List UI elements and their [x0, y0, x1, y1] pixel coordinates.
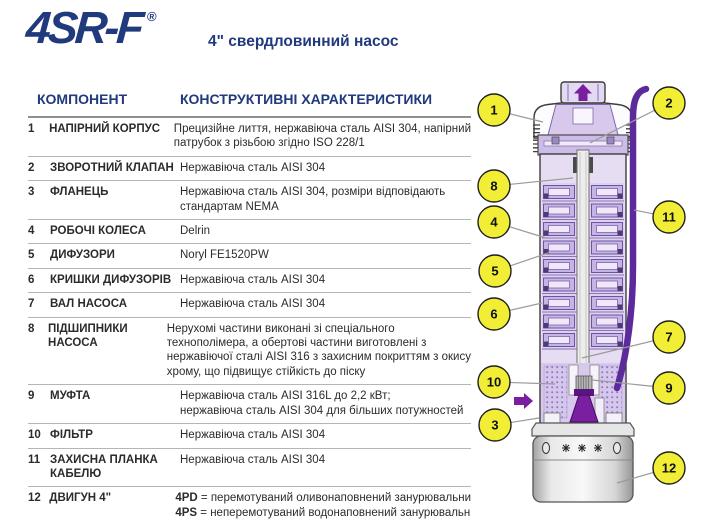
column-header-component: КОМПОНЕНТ [37, 91, 128, 107]
component-name: МУФТА [50, 390, 91, 403]
svg-text:3: 3 [491, 417, 499, 433]
callout-5 [479, 253, 548, 287]
component-row [28, 293, 471, 317]
component-row [28, 157, 471, 181]
component-number: 8 [28, 322, 35, 335]
component-row [28, 385, 471, 424]
spec-line: нержавіючої сталі AISI 316 з захисним покриттям з окису [166, 351, 471, 364]
components-table [28, 86, 471, 525]
component-number: 4 [28, 225, 35, 238]
spec-line: Noryl FE1520PW [180, 249, 269, 262]
pump-body-art [514, 82, 646, 502]
component-number: 12 [28, 492, 41, 505]
svg-text:5: 5 [491, 263, 499, 279]
inlet-arrow-icon [514, 393, 533, 409]
component-spec [180, 273, 471, 287]
component-spec [180, 297, 471, 311]
component-row [28, 118, 471, 157]
motor-screw-icon [594, 444, 602, 452]
registered-trademark-icon: ® [146, 9, 157, 24]
callout-3 [479, 409, 539, 441]
spec-line: Нержавіюча сталь AISI 304 [180, 161, 326, 174]
component-name: ФЛАНЕЦЬ [50, 186, 109, 199]
spec-line: 4PD = перемотуваний оливонаповнений занурювальни [175, 492, 471, 505]
component-spec [174, 122, 471, 151]
svg-text:9: 9 [665, 380, 673, 396]
motor-bolt-right [614, 443, 621, 454]
component-row [28, 487, 471, 525]
brand-logo-text: 4SR-F [24, 2, 143, 53]
pump-diagram [470, 80, 704, 528]
component-spec [175, 491, 471, 520]
components-table-body [28, 118, 471, 525]
callout-11 [634, 201, 685, 233]
component-row [28, 424, 471, 448]
spec-line: нержавіюча сталь AISI 304 для більших потужностей [180, 404, 464, 417]
svg-text:12: 12 [661, 460, 677, 476]
component-number: 5 [28, 249, 35, 262]
pump-shaft [577, 150, 589, 392]
component-name: РОБОЧІ КОЛЕСА [50, 225, 146, 238]
motor-plate [532, 423, 634, 436]
column-header-characteristics: КОНСТРУКТИВНІ ХАРАКТЕРИСТИКИ [180, 91, 433, 107]
component-name: ВАЛ НАСОСА [50, 298, 128, 311]
table-header-row [28, 86, 471, 118]
component-number: 9 [28, 390, 35, 403]
svg-text:10: 10 [486, 374, 502, 390]
component-name: ЗВОРОТНИЙ КЛАПАН [50, 161, 174, 174]
component-number: 11 [28, 453, 41, 466]
component-name: ПІДШИПНИКИ НАСОСА [48, 322, 128, 350]
motor-screw-icon [578, 444, 586, 452]
component-row [28, 318, 471, 386]
svg-text:6: 6 [490, 306, 498, 322]
spec-line: хрому, що підвищує стійкість до піску [166, 365, 366, 378]
spec-line: 4PS = неперемотуваний водонаповнений занурювальн [175, 506, 471, 519]
spec-line: Прецизійне лиття, нержавіюча сталь AISI 304, напірний [173, 123, 471, 135]
svg-text:7: 7 [665, 329, 673, 345]
spec-line: Нержавіюча сталь AISI 304 [180, 429, 326, 442]
component-number: 3 [28, 186, 35, 199]
component-name: КРИШКИ ДИФУЗОРІВ [50, 273, 172, 286]
svg-text:4: 4 [490, 214, 498, 230]
component-name: НАПІРНИЙ КОРПУС [49, 123, 161, 135]
svg-text:2: 2 [665, 95, 673, 111]
spec-line: Нержавіюча сталь AISI 316L до 2,2 кВт; [180, 390, 391, 403]
component-row [28, 220, 471, 244]
spec-line: Нерухомі частини виконані зі спеціального [166, 322, 395, 335]
component-number: 6 [28, 273, 35, 286]
motor [533, 436, 633, 502]
callout-1 [478, 94, 543, 126]
spec-line: технополімера, а обертові частини виготовлені з [166, 337, 427, 350]
product-subtitle: 4" свердловинний насос [208, 33, 399, 50]
spec-line: стандартам NEMA [180, 200, 279, 213]
component-spec [180, 248, 471, 262]
component-row [28, 181, 471, 220]
spec-line: Нержавіюча сталь AISI 304, розміри відповідають [180, 186, 446, 199]
component-row [28, 269, 471, 293]
component-spec [180, 453, 471, 482]
component-spec [180, 161, 471, 175]
component-spec [167, 322, 471, 380]
spec-line: патрубок з різьбою згідно ISO 228/1 [173, 137, 365, 150]
motor-bolt-left [543, 443, 550, 454]
pump-diagram-svg [470, 80, 704, 528]
component-number: 1 [28, 123, 35, 135]
svg-text:8: 8 [490, 178, 498, 194]
spec-line: Нержавіюча сталь AISI 304 [180, 453, 326, 466]
component-spec [180, 224, 471, 238]
component-spec [180, 428, 471, 442]
motor-screw-icon [562, 444, 570, 452]
spec-line: Нержавіюча сталь AISI 304 [180, 273, 326, 286]
component-name: ЗАХИСНА ПЛАНКА КАБЕЛЮ [50, 453, 158, 480]
component-row [28, 244, 471, 268]
svg-text:11: 11 [662, 209, 676, 225]
component-number: 10 [28, 429, 41, 442]
component-name: ДВИГУН 4" [49, 492, 112, 505]
component-spec [180, 185, 471, 214]
component-number: 7 [28, 298, 35, 311]
spec-line: Delrin [180, 225, 211, 238]
component-number: 2 [28, 161, 35, 174]
callout-4 [478, 206, 546, 238]
callout-6 [478, 298, 542, 330]
component-spec [180, 389, 471, 418]
component-name: ДИФУЗОРИ [50, 249, 115, 262]
component-name: ФІЛЬТР [50, 429, 93, 442]
brand-logo [24, 2, 157, 54]
component-row [28, 449, 471, 488]
svg-text:1: 1 [490, 102, 498, 118]
spec-line: Нержавіюча сталь AISI 304 [180, 298, 326, 311]
